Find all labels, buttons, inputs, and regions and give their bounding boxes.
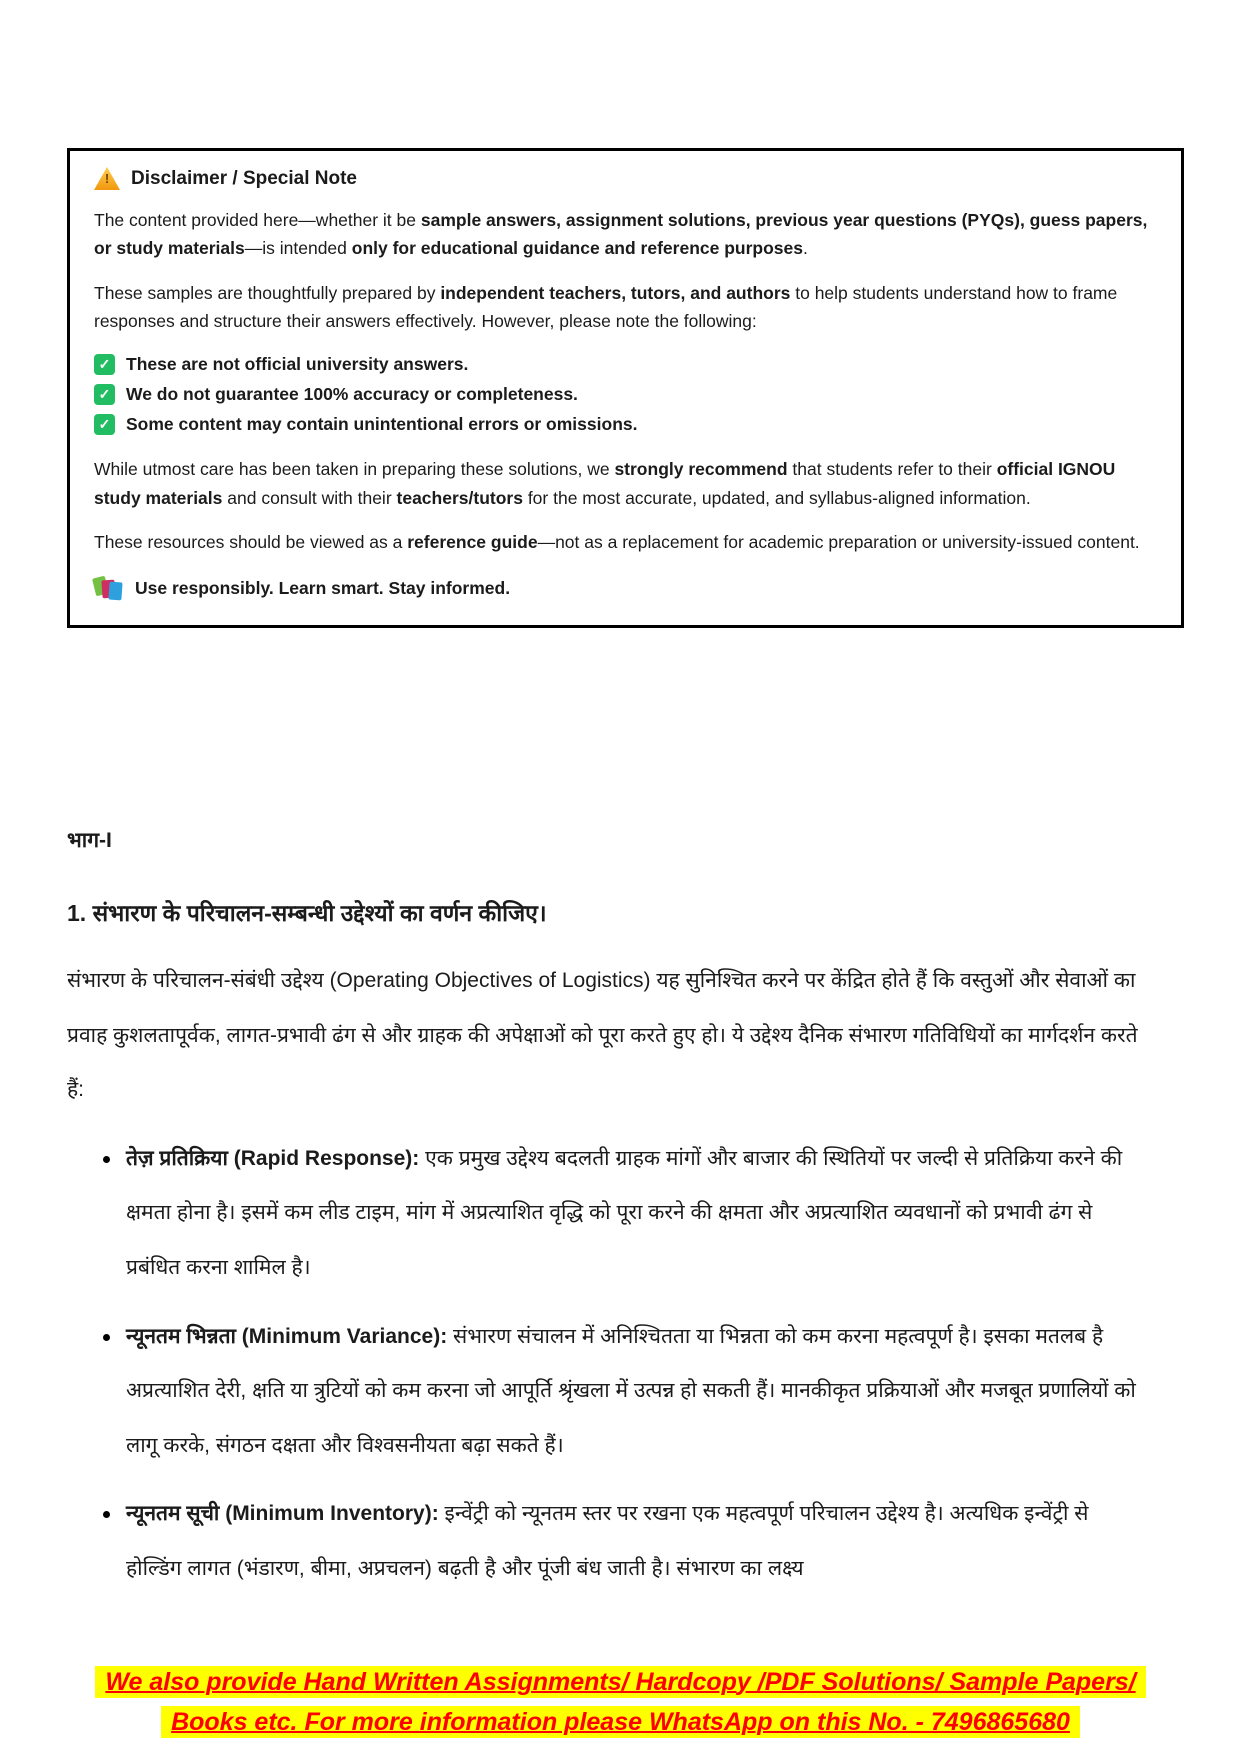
bullet-dot-icon [103, 1334, 110, 1341]
bullet-item-minimum-inventory [67, 1487, 1149, 1596]
objectives-bullet-list [67, 1132, 1149, 1597]
bullet-item-minimum-variance [67, 1310, 1149, 1474]
disclaimer-closing-row [94, 576, 1157, 601]
disclaimer-checklist [94, 349, 1157, 439]
warning-triangle-icon: ! [94, 167, 120, 190]
promo-footer-line-2: Books etc. For more information please WhatsApp on this No. - 7496865680 [0, 1702, 1241, 1742]
answer-section [67, 826, 1149, 1597]
disclaimer-box [67, 148, 1184, 628]
checklist-item [94, 409, 1157, 439]
checklist-item-label: We do not guarantee 100% accuracy or completeness. [126, 383, 578, 404]
intro-paragraph: संभारण के परिचालन-संबंधी उद्देश्य (Operating Objectives of Logistics) यह सुनिश्चित करने पर केंद्रित होते हैं कि वस्तुओं और सेवाओं का प्रवाह कुशलतापूर्वक, लागत-प्रभावी ढंग से और ग्राहक की अपेक्षाओं को पूरा करते हुए हो। ये उद्देश्य दैनिक संभारण गतिविधियों का मार्गदर्शन करते हैं: [67, 969, 1138, 1102]
green-checkbox-icon: ✓ [94, 384, 115, 405]
bullet-dot-icon [103, 1156, 110, 1163]
disclaimer-closing-text: Use responsibly. Learn smart. Stay informed. [135, 578, 511, 599]
checklist-item [94, 349, 1157, 379]
disclaimer-title-row [94, 167, 1157, 190]
disclaimer-paragraph-2: These samples are thoughtfully prepared by independent teachers, tutors, and authors to help students understand how to frame responses and structure their answers effectively. However, please note the following: [94, 282, 1118, 332]
bullet-dot-icon [103, 1511, 110, 1518]
books-icon [94, 576, 123, 601]
green-checkbox-icon: ✓ [94, 414, 115, 435]
checklist-item-label: Some content may contain unintentional errors or omissions. [126, 413, 638, 434]
bullet-text: न्यूनतम सूची (Minimum Inventory): इन्वेंट्री को न्यूनतम स्तर पर रखना एक महत्वपूर्ण परिचालन उद्देश्य है। अत्यधिक इन्वेंट्री से होल्डिंग लागत (भंडारण, बीमा, अप्रचलन) बढ़ती है और पूंजी बंध जाती है। संभारण का लक्ष्य [126, 1502, 1089, 1580]
part-label: भाग-I [67, 829, 112, 852]
checklist-item-label: These are not official university answers. [126, 353, 469, 374]
checklist-item [94, 379, 1157, 409]
promo-footer-line-1: We also provide Hand Written Assignments/ Hardcopy /PDF Solutions/ Sample Papers/ [0, 1662, 1241, 1702]
disclaimer-paragraph-3: While utmost care has been taken in preparing these solutions, we strongly recommend that students refer to their official IGNOU study materials and consult with their teachers/tutors for the most accurate, updated, and syllabus-aligned information. [94, 459, 1116, 508]
bullet-text: तेज़ प्रतिक्रिया (Rapid Response): एक प्रमुख उद्देश्य बदलती ग्राहक मांगों और बाजार की स्थितियों पर जल्दी से प्रतिक्रिया करने की क्षमता होना है। इसमें कम लीड टाइम, मांग में अप्रत्याशित वृद्धि को पूरा करने की क्षमता और अप्रत्याशित व्यवधानों को प्रभावी ढंग से प्रबंधित करना शामिल है। [126, 1146, 1123, 1279]
disclaimer-paragraph-4: These resources should be viewed as a reference guide—not as a replacement for academic preparation or university-issued content. [94, 532, 1140, 553]
question-heading: 1. संभारण के परिचालन-सम्बन्धी उद्देश्यों का वर्णन कीजिए। [67, 900, 547, 926]
disclaimer-title: Disclaimer / Special Note [131, 167, 357, 189]
disclaimer-paragraph-1: The content provided here—whether it be sample answers, assignment solutions, previous year questions (PYQs), guess papers, or study materials—is intended only for educational guidance and reference purposes. [94, 210, 1148, 259]
bullet-text: न्यूनतम भिन्नता (Minimum Variance): संभारण संचालन में अनिश्चितता या भिन्नता को कम करना महत्वपूर्ण है। इसका मतलब है अप्रत्याशित देरी, क्षति या त्रुटियों को कम करना जो आपूर्ति श्रृंखला में उत्पन्न हो सकती हैं। मानकीकृत प्रक्रियाओं और मजबूत प्रणालियों को लागू करके, संगठन दक्षता और विश्वसनीयता बढ़ा सकते हैं। [126, 1324, 1136, 1457]
green-checkbox-icon: ✓ [94, 354, 115, 375]
bullet-item-rapid-response [67, 1132, 1149, 1296]
promo-footer [0, 1662, 1241, 1742]
